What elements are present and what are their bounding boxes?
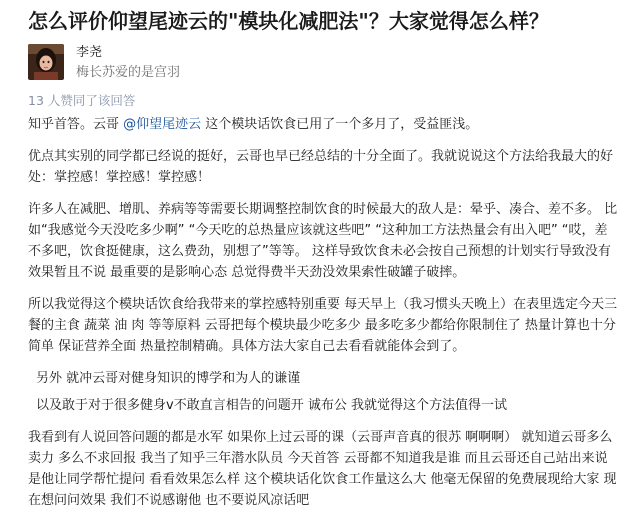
answer-paragraph: 优点其实别的同学都已经说的挺好，云哥也早已经总结的十分全面了。我就说说这个方法给我最大的好处：掌控感！掌控感！掌控感！ xyxy=(28,149,614,185)
answer-paragraph: 许多人在减肥、增肌、养病等等需要长期调整控制饮食的时候最大的敌人是：晕乎、凑合、差不多。 比如“我感觉今天没吃多少啊” “今天吃的总热量应该就这些吧” “这种加工方法热量会有出入吧” “哎，差不多吧，饮食挺健康，这么费劲，别想了”等等。 这样导致饮食未必会按自己预想的计划实行导致没有效果暂且不说 最重要的是影响心态 总觉得费半天劲没效果索性破罐子破摔。 xyxy=(28,202,618,280)
answer-paragraph: 以及敢于对于很多健身v不敢直言相告的问题开 诚布公 我就觉得这个方法值得一试 xyxy=(36,398,507,413)
vote-count[interactable]: 13 人赞同了该回答 xyxy=(28,93,136,108)
answer-paragraph: 所以我觉得这个模块话饮食给我带来的掌控感特别重要 每天早上（我习惯头天晚上）在表里选定今天三餐的主食 蔬菜 油 肉 等等原料 云哥把每个模块最少吃多少 最多吃多少都给你限制住了 热量计算也十分简单 保证营养全面 热量控制精确。具体方法大家自己去看看就能体会到了。 xyxy=(28,297,618,354)
question-title[interactable]: 怎么评价仰望尾迹云的"模块化减肥法"？大家觉得怎么样？ xyxy=(28,9,549,33)
answer-paragraph xyxy=(28,114,618,135)
answer-text: 这个模块话饮食已用了一个多月了，受益匪浅。 xyxy=(201,117,479,132)
answer-paragraph: 我看到有人说回答问题的都是水军 如果你上过云哥的课（云哥声音真的很苏 啊啊啊） 就知道云哥多么卖力 多么不求回报 我当了知乎三年潜水队员 今天首答 云哥都不知道我是谁 而且云哥还自己站出来说是他让同学帮忙提问 看看效果怎么样 这个模块话化饮食工作量这么大 他毫无保留的免费展现给大家 现在想问问效果 我们不说感谢他 也不要说风凉话吧 xyxy=(28,430,617,508)
avatar[interactable] xyxy=(28,44,64,80)
answer-text: 知乎首答。云哥 xyxy=(28,117,124,132)
author-name[interactable]: 李尧 xyxy=(76,45,103,60)
user-avatar-icon xyxy=(28,44,64,80)
answer-paragraph: 另外 就冲云哥对健身知识的博学和为人的谦谨 xyxy=(36,371,301,386)
author-bio: 梅长苏爱的是宫羽 xyxy=(76,65,181,80)
answer-content xyxy=(28,114,618,522)
author-info xyxy=(28,44,608,88)
mention-link[interactable]: @仰望尾迹云 xyxy=(123,117,202,132)
